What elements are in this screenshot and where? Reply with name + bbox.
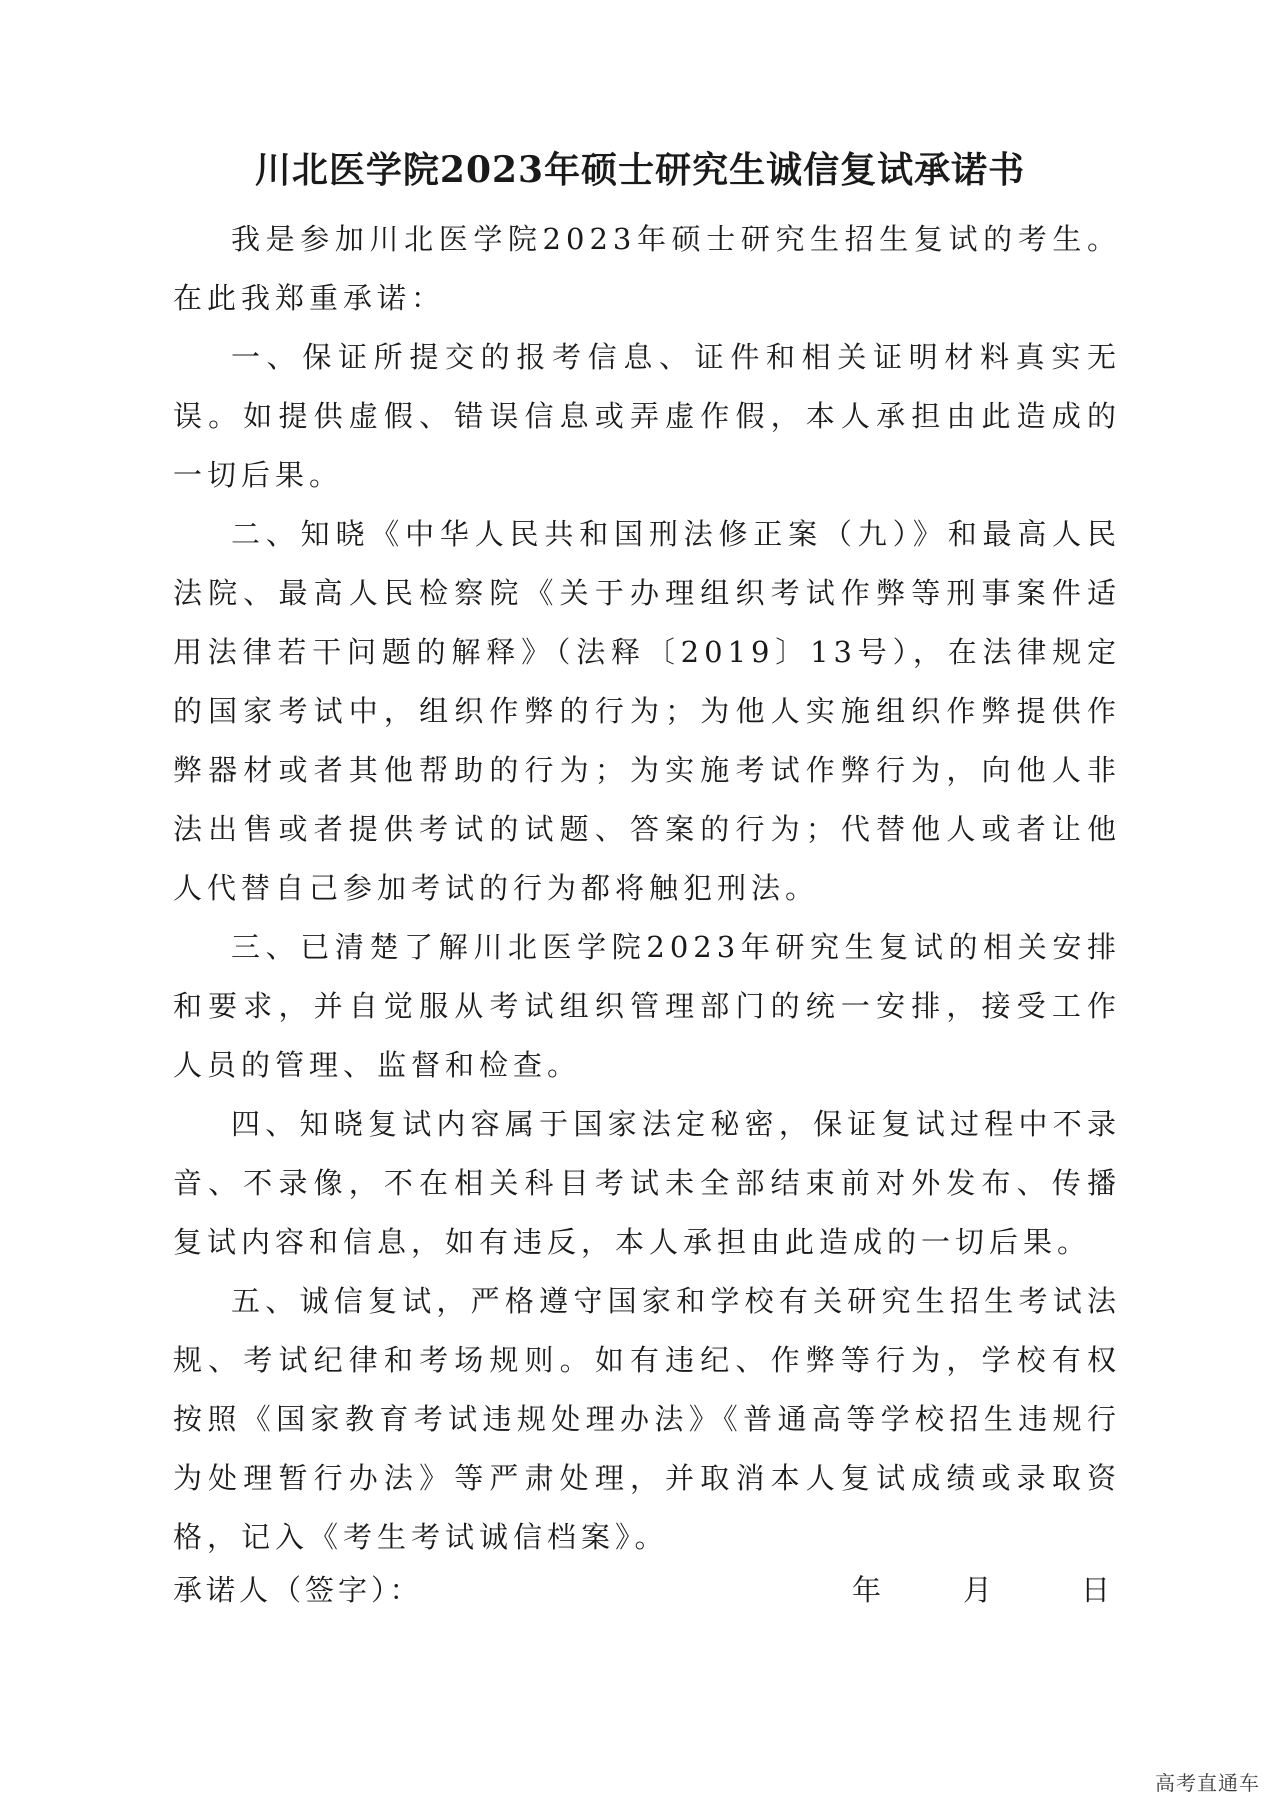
paragraph-item-3: 三、已清楚了解川北医学院2023年研究生复试的相关安排和要求，并自觉服从考试组织管理部门的统一安排，接受工作人员的管理、监督和检查。 (173, 930, 1121, 1082)
paragraph-item-4: 四、知晓复试内容属于国家法定秘密，保证复试过程中不录音、不录像，不在相关科目考试未全部结束前对外发布、传播复试内容和信息，如有违反，本人承担由此造成的一切后果。 (173, 1107, 1121, 1259)
paragraph-item-2: 二、知晓《中华人民共和国刑法修正案（九）》和最高人民法院、最高人民检察院《关于办理组织考试作弊等刑事案件适用法律若干问题的解释》（法释〔2019〕13号），在法律规定的国家考试中，组织作弊的行为；为他人实施组织作弊提供作弊器材或者其他帮助的行为；为实施考试作弊行为，向他人非法出售或者提供考试的试题、答案的行为；代替他人或者让他人代替自己参加考试的行为都将触犯刑法。 (173, 517, 1121, 905)
signature-line (173, 1568, 1121, 1618)
paragraph-item-5: 五、诚信复试，严格遵守国家和学校有关研究生招生考试法规、考试纪律和考场规则。如有违纪、作弊等行为，学校有权按照《国家教育考试违规处理办法》《普通高等学校招生违规行为处理暂行办法》等严肃处理，并取消本人复试成绩或录取资格，记入《考生考试诚信档案》。 (173, 1284, 1121, 1554)
date-month-label: 月 (963, 1573, 997, 1607)
watermark: 高考直通车 (1155, 1771, 1260, 1795)
signature-label: 承诺人（签字）： (173, 1573, 423, 1607)
letter-body (173, 210, 1121, 1567)
paragraph-item-1: 一、保证所提交的报考信息、证件和相关证明材料真实无误。如提供虚假、错误信息或弄虚作假，本人承担由此造成的一切后果。 (173, 340, 1121, 492)
paragraph-intro: 我是参加川北医学院2023年硕士研究生招生复试的考生。在此我郑重承诺： (173, 222, 1121, 315)
page-title: 川北医学院2023年硕士研究生诚信复试承诺书 (254, 149, 1026, 191)
date-day-label: 日 (1081, 1573, 1115, 1607)
date-year-label: 年 (852, 1573, 886, 1607)
